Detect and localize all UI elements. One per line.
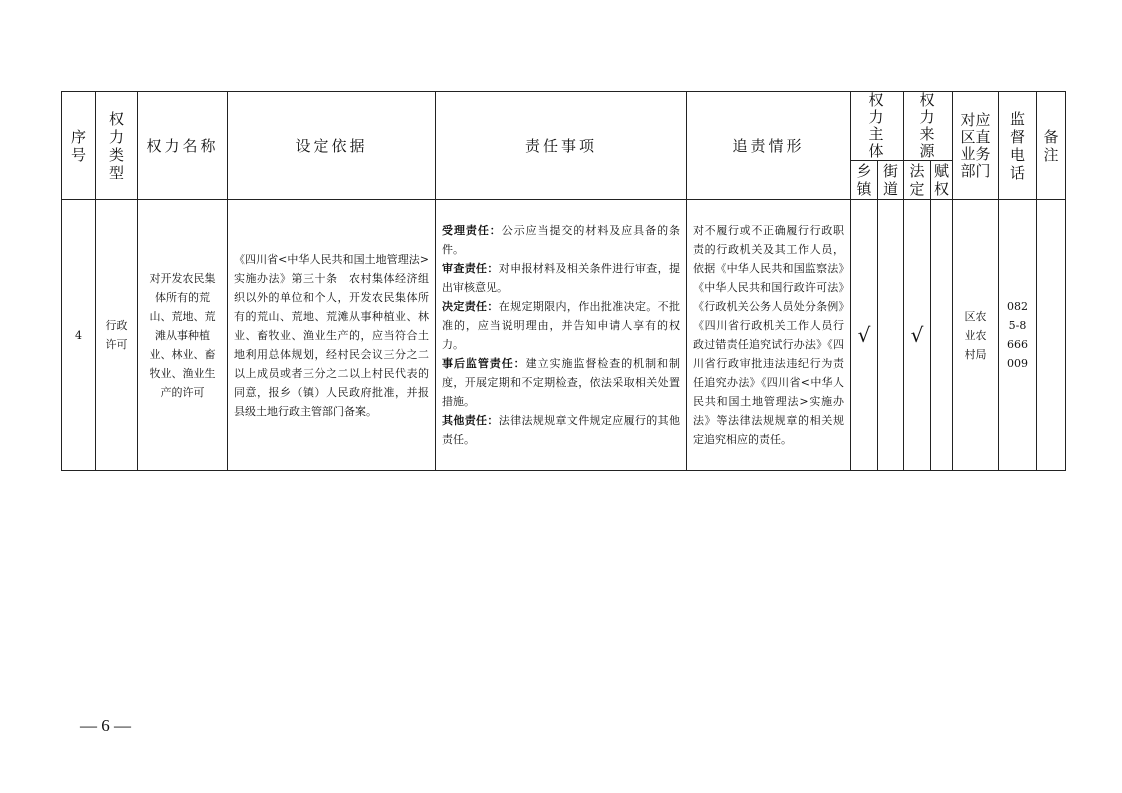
header-type: 权力类型 (96, 92, 138, 200)
header-subject: 权力主体 (851, 92, 904, 161)
row-name: 对开发农民集体所有的荒山、荒地、荒滩从事种植业、林业、畜牧业、渔业生产的许可 (138, 200, 228, 471)
row-street-check (878, 200, 904, 471)
header-subject-town: 乡镇 (851, 161, 878, 200)
header-source-granted: 赋权 (931, 161, 953, 200)
responsibility-item: 事后监管责任：建立实施监督检查的机制和制度，开展定期和不定期检查，依法采取相关处置措施。 (442, 357, 681, 408)
responsibility-item: 受理责任：公示应当提交的材料及应具备的条件。 (442, 224, 681, 256)
responsibility-item: 其他责任：法律法规规章文件规定应履行的其他责任。 (442, 414, 680, 446)
row-basis: 《四川省<中华人民共和国土地管理法>实施办法》第三十条 农村集体经济组织以外的单位和个人，开发农民集体所有的荒山、荒地、荒滩从事种植业、林业、畜牧业、渔业生产的，应当符合土地利用总体规划，经村民会议三分之二以上成员或者三分之二以上村民代表的同意，报乡（镇）人民政府批准，并报县级土地行政主管部门备案。 (228, 200, 436, 471)
header-seq: 序号 (62, 92, 96, 200)
table-row (62, 200, 1066, 471)
row-seq: 4 (62, 200, 96, 471)
row-type: 行政许可 (96, 200, 138, 471)
header-remark: 备注 (1037, 92, 1066, 200)
row-responsibility (436, 200, 687, 471)
header-source-legal: 法定 (904, 161, 931, 200)
header-accountability: 追责情形 (687, 92, 851, 200)
row-department: 区农业农村局 (953, 200, 999, 471)
header-phone: 监督电话 (999, 92, 1037, 200)
row-granted-check (931, 200, 953, 471)
header-subject-street: 街道 (878, 161, 904, 200)
row-legal-check: √ (904, 200, 931, 471)
header-department: 对应区直业务部门 (953, 92, 999, 200)
responsibility-item: 审查责任：对申报材料及相关条件进行审查，提出审核意见。 (442, 262, 680, 294)
row-phone: 0825-8666009 (999, 200, 1037, 471)
header-responsibility: 责任事项 (436, 92, 687, 200)
row-town-check: √ (851, 200, 878, 471)
row-remark (1037, 200, 1066, 471)
header-name: 权力名称 (138, 92, 228, 200)
row-accountability: 对不履行或不正确履行行政职责的行政机关及其工作人员，依据《中华人民共和国监察法》《中华人民共和国行政许可法》《行政机关公务人员处分条例》《四川省行政机关工作人员行政过错责任追究试行办法》《四川省行政审批违法违纪行为责任追究办法》《四川省<中华人民共和国土地管理法>实施办法》等法律法规规章的相关规定追究相应的责任。 (687, 200, 851, 471)
responsibility-item: 决定责任：在规定期限内，作出批准决定。不批准的，应当说明理由，并告知申请人享有的权力。 (442, 300, 680, 351)
page-number: — 6 — (80, 716, 131, 735)
power-list-table (61, 91, 1066, 471)
header-source: 权力来源 (904, 92, 953, 161)
header-basis: 设定依据 (228, 92, 436, 200)
